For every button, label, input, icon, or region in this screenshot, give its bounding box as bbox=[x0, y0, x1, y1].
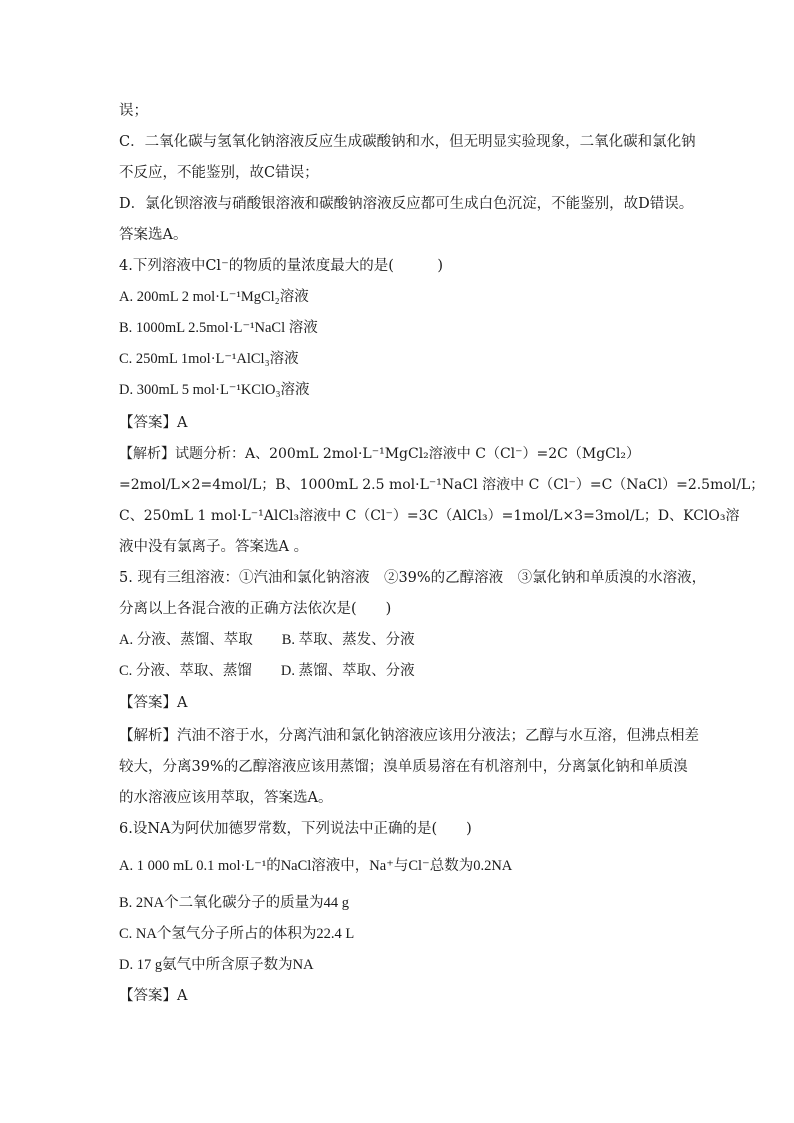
text-line: 不反应，不能鉴别，故C错误； bbox=[119, 165, 319, 181]
question-4-option-c: C. 250mL 1mol·L⁻¹AlCl₃溶液 bbox=[119, 351, 299, 367]
question-4-explanation: 液中没有氯离子。答案选A 。 bbox=[119, 539, 309, 555]
question-4-explanation: =2mol/L×2=4mol/L；B、1000mL 2.5 mol·L⁻¹NaCl 溶液中 C（Cl⁻）=C（NaCl）=2.5mol/L； bbox=[119, 477, 765, 493]
text-line: 答案选A。 bbox=[119, 227, 188, 243]
question-5-stem: 分离以上各混合液的正确方法依次是( ) bbox=[119, 601, 392, 617]
question-5-explanation: 较大，分离39%的乙醇溶液应该用蒸馏；溴单质易溶在有机溶剂中，分离氯化钠和单质溴 bbox=[119, 759, 688, 775]
question-5-options-ab: A. 分液、蒸馏、萃取 B. 萃取、蒸发、分液 bbox=[119, 632, 415, 648]
question-4-explanation: C、250mL 1 mol·L⁻¹AlCl₃溶液中 C（Cl⁻）=3C（AlCl₃）=1mol/L×3=3mol/L；D、KClO₃溶 bbox=[119, 508, 740, 524]
question-6-stem: 6.设NA为阿伏加德罗常数，下列说法中正确的是( ) bbox=[119, 821, 472, 837]
question-4-stem: 4.下列溶液中Cl⁻的物质的量浓度最大的是( ) bbox=[119, 258, 444, 274]
question-4-answer: 【答案】A bbox=[119, 415, 188, 431]
question-5-options-cd: C. 分液、萃取、蒸馏 D. 蒸馏、萃取、分液 bbox=[119, 663, 415, 679]
text-line: 误； bbox=[119, 103, 148, 119]
question-4-explanation: 【解析】试题分析：A、200mL 2mol·L⁻¹MgCl₂溶液中 C（Cl⁻）=2C（MgCl₂） bbox=[119, 446, 640, 462]
question-4-option-a: A. 200mL 2 mol·L⁻¹MgCl₂溶液 bbox=[119, 289, 309, 305]
question-5-explanation: 的水溶液应该用萃取，答案选A。 bbox=[119, 790, 333, 806]
text-line: D．氯化钡溶液与硝酸银溶液和碳酸钠溶液反应都可生成白色沉淀，不能鉴别，故D错误。 bbox=[119, 196, 694, 212]
question-6-option-d: D. 17 g氨气中所含原子数为NA bbox=[119, 957, 314, 973]
question-4-option-b: B. 1000mL 2.5mol·L⁻¹NaCl 溶液 bbox=[119, 320, 318, 336]
question-5-stem: 5. 现有三组溶液：①汽油和氯化钠溶液 ②39%的乙醇溶液 ③氯化钠和单质溴的水溶液， bbox=[119, 570, 707, 586]
question-6-option-c: C. NA个氢气分子所占的体积为22.4 L bbox=[119, 926, 355, 942]
question-6-option-b: B. 2NA个二氧化碳分子的质量为44 g bbox=[119, 895, 349, 911]
question-6-option-a: A. 1 000 mL 0.1 mol·L⁻¹的NaCl溶液中，Na⁺与Cl⁻总数为0.2NA bbox=[119, 858, 513, 874]
question-5-explanation: 【解析】汽油不溶于水，分离汽油和氯化钠溶液应该用分液法；乙醇与水互溶，但沸点相差 bbox=[119, 728, 699, 744]
text-line: C．二氧化碳与氢氧化钠溶液反应生成碳酸钠和水，但无明显实验现象，二氧化碳和氯化钠 bbox=[119, 134, 696, 150]
question-5-answer: 【答案】A bbox=[119, 695, 188, 711]
question-6-answer: 【答案】A bbox=[119, 988, 188, 1004]
question-4-option-d: D. 300mL 5 mol·L⁻¹KClO₃溶液 bbox=[119, 382, 310, 398]
